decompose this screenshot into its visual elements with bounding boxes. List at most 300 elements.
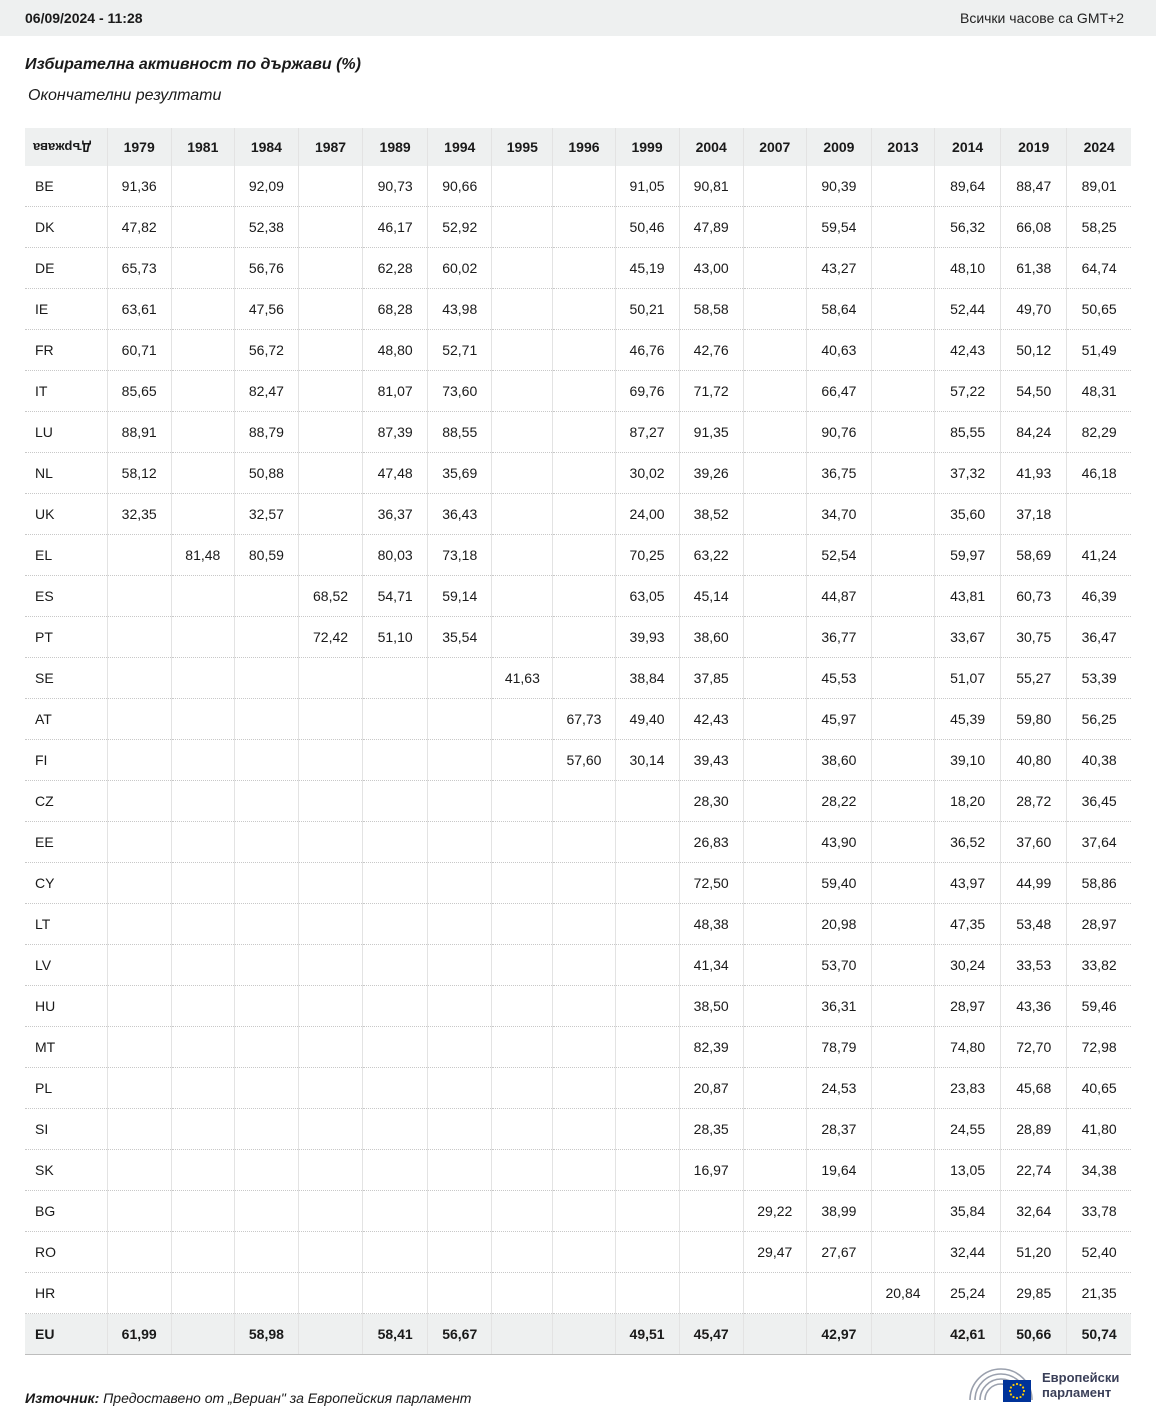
country-code: DK xyxy=(25,207,107,248)
turnout-cell xyxy=(615,904,679,945)
turnout-cell xyxy=(171,1068,234,1109)
year-header-1987[interactable]: 1987 xyxy=(298,128,362,166)
turnout-cell: 45,39 xyxy=(935,699,1001,740)
turnout-cell xyxy=(428,822,492,863)
eu-star xyxy=(1022,1393,1024,1395)
table-row xyxy=(25,945,1131,986)
turnout-cell xyxy=(298,699,362,740)
turnout-cell: 81,07 xyxy=(363,371,428,412)
turnout-cell xyxy=(363,1068,428,1109)
year-header-2019[interactable]: 2019 xyxy=(1001,128,1067,166)
turnout-cell xyxy=(234,822,298,863)
table-row xyxy=(25,1191,1131,1232)
turnout-cell: 35,69 xyxy=(428,453,492,494)
country-code: EL xyxy=(25,535,107,576)
country-code: LU xyxy=(25,412,107,453)
turnout-cell xyxy=(363,781,428,822)
turnout-cell: 42,61 xyxy=(935,1314,1001,1355)
table-row xyxy=(25,740,1131,781)
turnout-cell: 59,54 xyxy=(806,207,871,248)
year-header-2007[interactable]: 2007 xyxy=(743,128,806,166)
datetime: 06/09/2024 - 11:28 xyxy=(25,10,143,26)
turnout-cell xyxy=(615,822,679,863)
turnout-cell: 60,71 xyxy=(107,330,171,371)
turnout-cell: 91,36 xyxy=(107,166,171,207)
logo-line-2: парламент xyxy=(1042,1385,1112,1400)
turnout-cell xyxy=(107,1232,171,1273)
turnout-cell xyxy=(553,1068,615,1109)
turnout-cell: 58,64 xyxy=(806,289,871,330)
country-code: PL xyxy=(25,1068,107,1109)
turnout-cell: 36,37 xyxy=(363,494,428,535)
year-header-1994[interactable]: 1994 xyxy=(428,128,492,166)
turnout-cell xyxy=(363,1191,428,1232)
year-header-2013[interactable]: 2013 xyxy=(871,128,934,166)
turnout-cell: 70,25 xyxy=(615,535,679,576)
turnout-cell: 36,45 xyxy=(1067,781,1131,822)
turnout-cell: 42,76 xyxy=(679,330,743,371)
turnout-cell xyxy=(743,1027,806,1068)
country-code: RO xyxy=(25,1232,107,1273)
turnout-cell xyxy=(743,535,806,576)
turnout-cell xyxy=(871,699,934,740)
turnout-cell: 28,35 xyxy=(679,1109,743,1150)
turnout-cell xyxy=(363,1109,428,1150)
turnout-cell: 59,97 xyxy=(935,535,1001,576)
turnout-cell: 57,22 xyxy=(935,371,1001,412)
turnout-cell: 39,10 xyxy=(935,740,1001,781)
turnout-cell xyxy=(171,904,234,945)
turnout-cell xyxy=(615,1273,679,1314)
turnout-cell: 41,34 xyxy=(679,945,743,986)
turnout-cell: 38,52 xyxy=(679,494,743,535)
turnout-cell: 56,25 xyxy=(1067,699,1131,740)
turnout-cell: 88,79 xyxy=(234,412,298,453)
turnout-cell xyxy=(234,1109,298,1150)
year-header-1999[interactable]: 1999 xyxy=(615,128,679,166)
turnout-cell xyxy=(298,248,362,289)
turnout-cell xyxy=(553,412,615,453)
year-header-1984[interactable]: 1984 xyxy=(234,128,298,166)
turnout-cell xyxy=(615,1109,679,1150)
turnout-cell: 38,50 xyxy=(679,986,743,1027)
turnout-cell: 59,46 xyxy=(1067,986,1131,1027)
turnout-cell: 67,73 xyxy=(553,699,615,740)
turnout-cell xyxy=(298,207,362,248)
turnout-cell xyxy=(298,371,362,412)
turnout-cell xyxy=(743,248,806,289)
turnout-cell xyxy=(363,986,428,1027)
turnout-cell xyxy=(871,1150,934,1191)
turnout-cell xyxy=(492,453,553,494)
turnout-cell: 29,22 xyxy=(743,1191,806,1232)
turnout-cell xyxy=(171,207,234,248)
turnout-cell: 13,05 xyxy=(935,1150,1001,1191)
eu-star xyxy=(1016,1383,1018,1385)
turnout-cell xyxy=(743,1150,806,1191)
turnout-cell xyxy=(492,371,553,412)
turnout-cell: 35,60 xyxy=(935,494,1001,535)
turnout-cell xyxy=(553,371,615,412)
turnout-cell: 81,48 xyxy=(171,535,234,576)
turnout-cell xyxy=(107,781,171,822)
turnout-cell: 28,22 xyxy=(806,781,871,822)
turnout-cell: 22,74 xyxy=(1001,1150,1067,1191)
turnout-cell xyxy=(492,1109,553,1150)
turnout-cell xyxy=(553,1109,615,1150)
turnout-cell xyxy=(743,576,806,617)
turnout-cell xyxy=(871,986,934,1027)
turnout-cell: 45,14 xyxy=(679,576,743,617)
turnout-cell xyxy=(171,822,234,863)
top-bar xyxy=(0,0,1156,36)
table-row xyxy=(25,248,1131,289)
turnout-cell: 45,68 xyxy=(1001,1068,1067,1109)
turnout-cell xyxy=(171,740,234,781)
turnout-cell: 39,43 xyxy=(679,740,743,781)
turnout-cell: 88,47 xyxy=(1001,166,1067,207)
turnout-cell: 20,84 xyxy=(871,1273,934,1314)
turnout-cell: 37,64 xyxy=(1067,822,1131,863)
turnout-cell: 28,97 xyxy=(935,986,1001,1027)
turnout-cell xyxy=(428,1191,492,1232)
year-header-1981[interactable]: 1981 xyxy=(171,128,234,166)
turnout-cell: 19,64 xyxy=(806,1150,871,1191)
turnout-cell xyxy=(107,986,171,1027)
turnout-cell xyxy=(298,1027,362,1068)
turnout-cell xyxy=(298,289,362,330)
eu-star xyxy=(1023,1390,1025,1392)
turnout-cell: 54,71 xyxy=(363,576,428,617)
turnout-cell xyxy=(492,781,553,822)
turnout-cell xyxy=(234,781,298,822)
year-header-2024[interactable]: 2024 xyxy=(1067,128,1131,166)
turnout-cell xyxy=(363,699,428,740)
turnout-cell xyxy=(107,1150,171,1191)
turnout-cell: 32,57 xyxy=(234,494,298,535)
turnout-cell xyxy=(492,166,553,207)
turnout-cell xyxy=(871,453,934,494)
turnout-cell xyxy=(428,863,492,904)
turnout-cell: 74,80 xyxy=(935,1027,1001,1068)
turnout-cell xyxy=(298,535,362,576)
turnout-cell xyxy=(743,1109,806,1150)
turnout-cell: 52,44 xyxy=(935,289,1001,330)
turnout-cell xyxy=(553,1273,615,1314)
turnout-cell: 50,66 xyxy=(1001,1314,1067,1355)
turnout-cell: 41,63 xyxy=(492,658,553,699)
turnout-cell: 48,31 xyxy=(1067,371,1131,412)
turnout-cell xyxy=(171,330,234,371)
turnout-cell xyxy=(871,781,934,822)
turnout-cell: 63,22 xyxy=(679,535,743,576)
turnout-cell: 82,29 xyxy=(1067,412,1131,453)
turnout-cell: 37,32 xyxy=(935,453,1001,494)
turnout-cell xyxy=(871,945,934,986)
turnout-cell xyxy=(871,166,934,207)
turnout-cell xyxy=(492,535,553,576)
turnout-cell xyxy=(553,289,615,330)
turnout-cell: 28,30 xyxy=(679,781,743,822)
turnout-cell: 21,35 xyxy=(1067,1273,1131,1314)
turnout-cell: 84,24 xyxy=(1001,412,1067,453)
turnout-cell: 56,72 xyxy=(234,330,298,371)
eu-star xyxy=(1019,1396,1021,1398)
turnout-cell xyxy=(363,1273,428,1314)
turnout-cell: 58,69 xyxy=(1001,535,1067,576)
year-header-2014[interactable]: 2014 xyxy=(935,128,1001,166)
turnout-cell: 66,08 xyxy=(1001,207,1067,248)
turnout-cell xyxy=(171,1314,234,1355)
turnout-cell: 43,90 xyxy=(806,822,871,863)
eu-star xyxy=(1019,1384,1021,1386)
turnout-cell: 45,19 xyxy=(615,248,679,289)
turnout-cell xyxy=(363,945,428,986)
turnout-cell: 91,05 xyxy=(615,166,679,207)
turnout-cell xyxy=(615,863,679,904)
table-row xyxy=(25,1232,1131,1273)
table-row xyxy=(25,453,1131,494)
country-code: DE xyxy=(25,248,107,289)
turnout-cell: 50,88 xyxy=(234,453,298,494)
turnout-cell: 43,00 xyxy=(679,248,743,289)
table-row xyxy=(25,1068,1131,1109)
turnout-cell: 36,52 xyxy=(935,822,1001,863)
turnout-cell: 52,71 xyxy=(428,330,492,371)
turnout-cell: 30,02 xyxy=(615,453,679,494)
turnout-cell xyxy=(298,658,362,699)
turnout-cell: 36,47 xyxy=(1067,617,1131,658)
turnout-cell xyxy=(871,412,934,453)
turnout-cell: 66,47 xyxy=(806,371,871,412)
turnout-cell xyxy=(107,1191,171,1232)
turnout-cell: 62,28 xyxy=(363,248,428,289)
year-header-1979[interactable]: 1979 xyxy=(107,128,171,166)
turnout-cell xyxy=(553,1191,615,1232)
turnout-cell: 30,14 xyxy=(615,740,679,781)
turnout-cell xyxy=(107,1027,171,1068)
turnout-cell xyxy=(234,863,298,904)
turnout-cell: 80,59 xyxy=(234,535,298,576)
turnout-cell: 45,97 xyxy=(806,699,871,740)
turnout-cell xyxy=(553,207,615,248)
turnout-cell: 28,97 xyxy=(1067,904,1131,945)
turnout-cell xyxy=(615,945,679,986)
turnout-cell: 72,42 xyxy=(298,617,362,658)
country-code: BE xyxy=(25,166,107,207)
turnout-cell: 47,82 xyxy=(107,207,171,248)
turnout-cell: 16,97 xyxy=(679,1150,743,1191)
turnout-cell: 36,31 xyxy=(806,986,871,1027)
turnout-cell: 44,87 xyxy=(806,576,871,617)
table-header-row xyxy=(25,128,1131,166)
turnout-cell xyxy=(107,617,171,658)
turnout-cell: 59,14 xyxy=(428,576,492,617)
turnout-cell: 68,28 xyxy=(363,289,428,330)
turnout-cell: 41,80 xyxy=(1067,1109,1131,1150)
turnout-cell xyxy=(298,1191,362,1232)
turnout-cell xyxy=(492,494,553,535)
turnout-cell: 48,10 xyxy=(935,248,1001,289)
turnout-cell xyxy=(171,863,234,904)
turnout-cell: 56,67 xyxy=(428,1314,492,1355)
turnout-cell: 42,43 xyxy=(935,330,1001,371)
turnout-cell xyxy=(428,781,492,822)
table-row xyxy=(25,412,1131,453)
turnout-cell xyxy=(492,248,553,289)
turnout-cell xyxy=(492,289,553,330)
turnout-cell: 26,83 xyxy=(679,822,743,863)
turnout-cell: 36,75 xyxy=(806,453,871,494)
turnout-cell: 72,98 xyxy=(1067,1027,1131,1068)
source-text: Предоставено от „Вериан" за Европейския парламент xyxy=(103,1390,472,1406)
turnout-cell: 71,72 xyxy=(679,371,743,412)
turnout-cell xyxy=(492,1068,553,1109)
turnout-cell xyxy=(492,1191,553,1232)
turnout-cell xyxy=(553,822,615,863)
turnout-cell: 55,27 xyxy=(1001,658,1067,699)
turnout-cell: 47,48 xyxy=(363,453,428,494)
turnout-cell xyxy=(107,822,171,863)
turnout-cell: 87,39 xyxy=(363,412,428,453)
turnout-cell xyxy=(171,1191,234,1232)
turnout-cell xyxy=(871,617,934,658)
turnout-cell xyxy=(492,617,553,658)
turnout-cell: 38,60 xyxy=(679,617,743,658)
turnout-cell: 48,38 xyxy=(679,904,743,945)
turnout-cell: 53,70 xyxy=(806,945,871,986)
year-header-2004[interactable]: 2004 xyxy=(679,128,743,166)
turnout-cell: 41,93 xyxy=(1001,453,1067,494)
turnout-cell: 73,18 xyxy=(428,535,492,576)
country-code: SI xyxy=(25,1109,107,1150)
turnout-cell: 88,91 xyxy=(107,412,171,453)
country-code: UK xyxy=(25,494,107,535)
turnout-cell xyxy=(107,904,171,945)
country-code: SK xyxy=(25,1150,107,1191)
turnout-cell: 50,65 xyxy=(1067,289,1131,330)
turnout-cell: 49,70 xyxy=(1001,289,1067,330)
table-row xyxy=(25,289,1131,330)
turnout-cell xyxy=(107,1109,171,1150)
turnout-cell xyxy=(298,1273,362,1314)
turnout-cell xyxy=(743,1273,806,1314)
eu-star xyxy=(1016,1397,1018,1399)
turnout-cell xyxy=(171,945,234,986)
table-row xyxy=(25,986,1131,1027)
turnout-cell: 39,26 xyxy=(679,453,743,494)
turnout-cell xyxy=(234,945,298,986)
ep-hemicycle-icon xyxy=(968,1366,1034,1404)
turnout-cell xyxy=(171,248,234,289)
year-header-1995[interactable]: 1995 xyxy=(492,128,553,166)
turnout-cell: 42,43 xyxy=(679,699,743,740)
turnout-cell: 48,80 xyxy=(363,330,428,371)
turnout-cell xyxy=(234,740,298,781)
turnout-cell xyxy=(107,945,171,986)
turnout-cell xyxy=(492,863,553,904)
turnout-cell xyxy=(492,740,553,781)
turnout-cell xyxy=(743,945,806,986)
turnout-cell xyxy=(743,781,806,822)
ep-logo xyxy=(968,1366,1119,1404)
turnout-cell xyxy=(234,617,298,658)
year-header-2009[interactable]: 2009 xyxy=(806,128,871,166)
eu-star xyxy=(1022,1386,1024,1388)
turnout-cell: 43,81 xyxy=(935,576,1001,617)
turnout-cell xyxy=(553,781,615,822)
turnout-cell: 65,73 xyxy=(107,248,171,289)
turnout-cell xyxy=(363,740,428,781)
table-row xyxy=(25,699,1131,740)
table-row xyxy=(25,822,1131,863)
turnout-cell: 58,25 xyxy=(1067,207,1131,248)
turnout-cell xyxy=(363,1150,428,1191)
turnout-cell: 92,09 xyxy=(234,166,298,207)
turnout-cell: 52,92 xyxy=(428,207,492,248)
turnout-cell xyxy=(171,412,234,453)
turnout-cell: 72,70 xyxy=(1001,1027,1067,1068)
turnout-cell xyxy=(298,1150,362,1191)
country-code: IT xyxy=(25,371,107,412)
country-code: BG xyxy=(25,1191,107,1232)
turnout-cell xyxy=(298,412,362,453)
country-column-header[interactable]: Държава xyxy=(25,128,107,166)
turnout-cell xyxy=(553,535,615,576)
turnout-cell xyxy=(298,863,362,904)
turnout-cell xyxy=(363,863,428,904)
turnout-cell: 82,47 xyxy=(234,371,298,412)
turnout-cell xyxy=(553,1232,615,1273)
turnout-cell xyxy=(428,904,492,945)
turnout-cell: 47,35 xyxy=(935,904,1001,945)
country-code: PT xyxy=(25,617,107,658)
turnout-cell xyxy=(171,658,234,699)
turnout-cell xyxy=(428,986,492,1027)
turnout-cell: 52,40 xyxy=(1067,1232,1131,1273)
turnout-cell: 24,53 xyxy=(806,1068,871,1109)
turnout-cell: 42,97 xyxy=(806,1314,871,1355)
turnout-cell xyxy=(553,658,615,699)
turnout-cell: 34,38 xyxy=(1067,1150,1131,1191)
country-code: NL xyxy=(25,453,107,494)
turnout-cell: 35,84 xyxy=(935,1191,1001,1232)
turnout-cell xyxy=(234,576,298,617)
eu-star xyxy=(1010,1393,1012,1395)
turnout-cell xyxy=(298,1109,362,1150)
table-row xyxy=(25,330,1131,371)
turnout-cell xyxy=(871,576,934,617)
turnout-cell xyxy=(743,740,806,781)
turnout-cell: 82,39 xyxy=(679,1027,743,1068)
turnout-cell xyxy=(428,1232,492,1273)
year-header-1989[interactable]: 1989 xyxy=(363,128,428,166)
year-header-1996[interactable]: 1996 xyxy=(553,128,615,166)
country-code: ES xyxy=(25,576,107,617)
country-code: LV xyxy=(25,945,107,986)
turnout-cell xyxy=(107,863,171,904)
turnout-cell xyxy=(492,412,553,453)
turnout-cell xyxy=(171,1109,234,1150)
turnout-cell xyxy=(492,986,553,1027)
turnout-cell: 23,83 xyxy=(935,1068,1001,1109)
turnout-cell xyxy=(171,576,234,617)
turnout-cell xyxy=(234,904,298,945)
turnout-cell xyxy=(428,699,492,740)
turnout-cell: 56,76 xyxy=(234,248,298,289)
turnout-cell xyxy=(871,658,934,699)
table-row xyxy=(25,535,1131,576)
